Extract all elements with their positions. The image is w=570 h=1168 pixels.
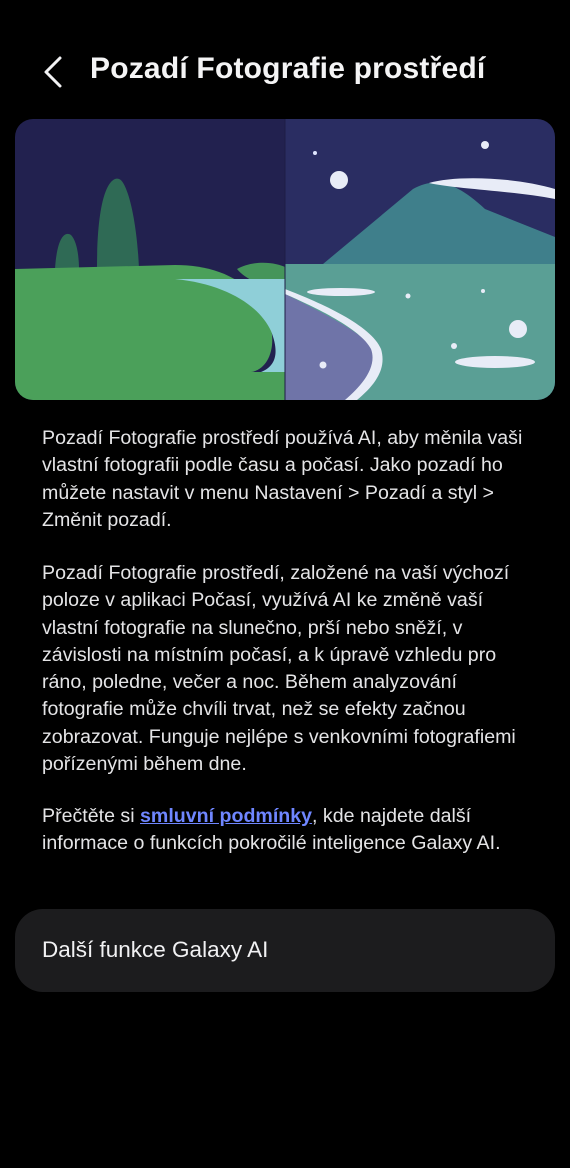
description-paragraph-1: Pozadí Fotografie prostředí používá AI, aby měnila vaši vlastní fotografii podle času a počasí. Jako pozadí ho můžete nastavit v menu Nastavení > Pozadí a styl > Změnit pozadí. [42, 427, 523, 531]
terms-prefix: Přečtěte si [42, 805, 141, 827]
more-features-label: Další funkce Galaxy AI [42, 937, 269, 962]
hero-illustration [15, 119, 555, 400]
terms-suffix: , kde najdete další informace o funkcích pokročilé inteligence Galaxy AI. [42, 805, 501, 855]
terms-link[interactable]: smluvní podmínky [140, 805, 313, 827]
back-button[interactable] [34, 50, 74, 94]
terms-paragraph [42, 803, 532, 858]
description-paragraph-2: Pozadí Fotografie prostředí, založené na vaší výchozí poloze v aplikaci Počasí, využívá AI ke změně vaší vlastní fotografie na slunečno, prší nebo sněží, v závislosti na místním počasí, a k úpravě vzhledu pro ráno, poledne, večer a noc. Během analyzování fotografie může chvíli trvat, než se efekty začnou zobrazovat. Funguje nejlépe s venkovními fotografiemi pořízenými během dne. [42, 562, 516, 776]
chevron-left-icon [34, 50, 74, 94]
more-galaxy-ai-features-button[interactable] [15, 909, 555, 992]
app-bar [0, 0, 570, 120]
landscape-illustration [15, 119, 555, 400]
page-title: Pozadí Fotografie prostředí [90, 52, 486, 85]
